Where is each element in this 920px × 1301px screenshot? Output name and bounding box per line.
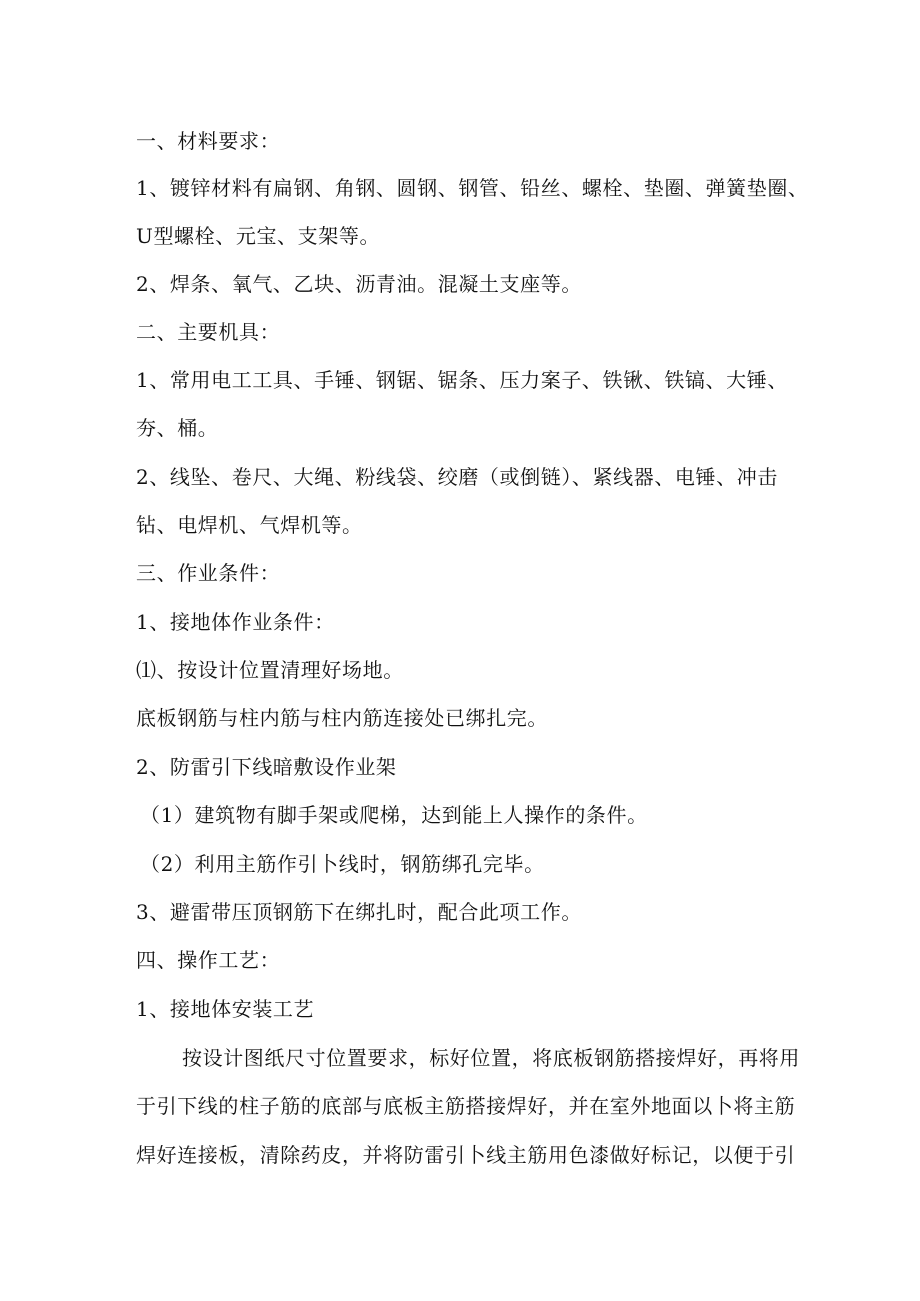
paragraph-line: ⑴、按设计位置清理好场地。 xyxy=(136,658,404,682)
paragraph-line: 1、接地体安装工艺 xyxy=(136,997,315,1021)
paragraph-line: 底板钢筋与柱内筋与柱内筋连接处已绑扎完。 xyxy=(136,706,548,730)
paragraph-line: 2、线坠、卷尺、大绳、粉线袋、绞磨（或倒链）、紧线器、电锤、冲击 xyxy=(136,465,778,489)
paragraph-line: 1、常用电工工具、手锤、钢锯、锯条、压力案子、铁锹、铁镐、大锤、 xyxy=(136,368,788,392)
paragraph-line: 夯、桶。 xyxy=(136,416,219,440)
section-heading-conditions: 三、作业条件： xyxy=(136,561,281,585)
section-heading-tools: 二、主要机具： xyxy=(136,320,281,344)
paragraph-line: 钻、电焊机、气焊机等。 xyxy=(136,513,363,537)
paragraph-line: 2、防雷引下线暗敷设作业架 xyxy=(136,755,397,779)
paragraph-line: 焊好连接板，清除药皮，并将防雷引卜线主筋用色漆做好标记，以便于引 xyxy=(136,1143,796,1167)
section-heading-materials: 一、材料要求： xyxy=(136,129,281,153)
paragraph-line: （2）利用主筋作引卜线时，钢筋绑孔完毕。 xyxy=(140,852,545,876)
section-heading-process: 四、操作工艺： xyxy=(136,948,281,972)
paragraph-line: 2、焊条、氧气、乙块、沥青油。混凝土支座等。 xyxy=(136,272,582,296)
paragraph-line: （1）建筑物有脚手架或爬梯，达到能上人操作的条件。 xyxy=(140,803,648,827)
paragraph-line: 1、接地体作业条件： xyxy=(136,610,335,634)
paragraph-line: 1、镀锌材料有扁钢、角钢、圆钢、钢管、铅丝、螺栓、垫圈、弹簧垫圈、 xyxy=(136,176,809,200)
paragraph-line: 于引下线的柱子筋的底部与底板主筋搭接焊好，并在室外地面以卜将主筋 xyxy=(136,1094,796,1118)
paragraph-line: 按设计图纸尺寸位置要求，标好位置，将底板钢筋搭接焊好，再将用 xyxy=(182,1046,800,1070)
paragraph-line: U型螺栓、元宝、支架等。 xyxy=(136,224,381,248)
paragraph-line: 3、避雷带压顶钢筋下在绑扎时，配合此项工作。 xyxy=(136,900,582,924)
